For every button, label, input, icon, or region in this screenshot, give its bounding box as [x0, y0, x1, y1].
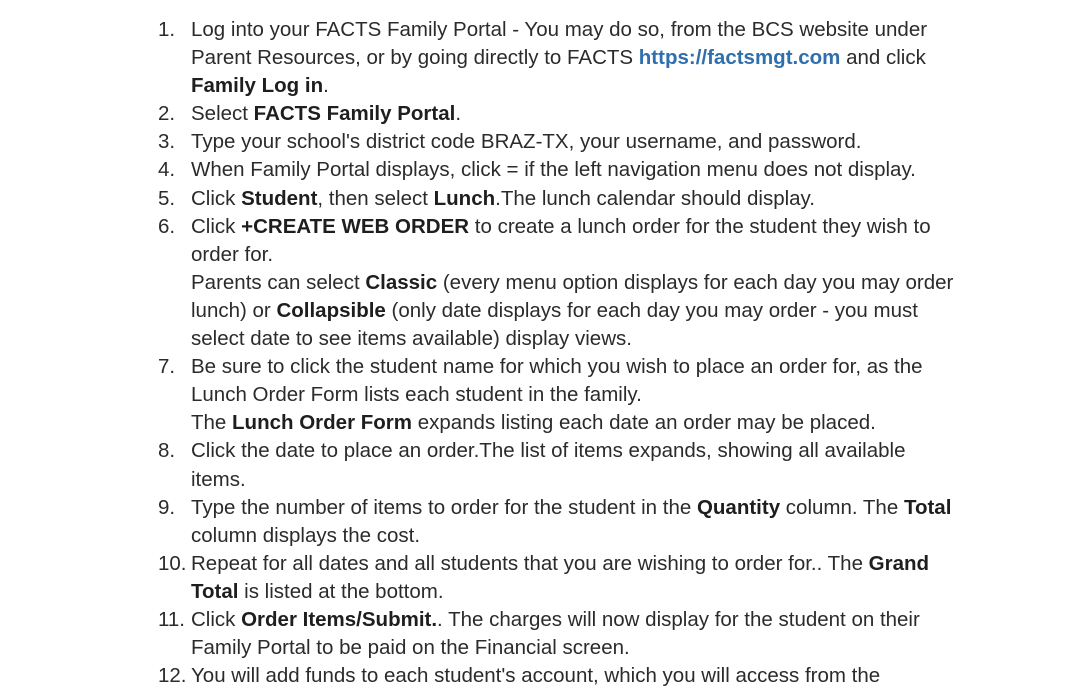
step-number: 4.: [158, 158, 176, 182]
step-text: Repeat for all dates and all students that you are wishing to order for.. The: [191, 551, 869, 575]
facts-website-link[interactable]: https://factsmgt.com: [638, 46, 841, 70]
note-bold-text: Collapsible: [276, 298, 386, 322]
note-bold-text: Classic: [365, 270, 438, 294]
step-6-note: [0, 269, 961, 353]
instruction-list: [0, 16, 1080, 690]
step-text: . The charges will now display for the student on their Family Portal to be paid on the Financial screen.: [191, 607, 920, 660]
step-text: Click: [191, 186, 242, 210]
step-number: 11.: [158, 607, 185, 631]
step-number: 7.: [158, 355, 176, 379]
note-text: The: [191, 411, 233, 435]
note-text: Parents can select: [191, 270, 366, 294]
step-10: [0, 550, 961, 606]
step-9: [0, 494, 961, 550]
note-text: expands listing each date an order may be placed.: [412, 411, 876, 435]
step-text: , then select: [317, 186, 434, 210]
step-text: .The lunch calendar should display.: [495, 186, 815, 210]
step-text: You will add funds to each student's account, which you will access from the: [191, 664, 881, 688]
step-text: column displays the cost.: [191, 523, 421, 547]
step-text: Select: [191, 102, 254, 126]
step-bold-text: Order Items/Submit.: [241, 607, 438, 631]
step-number: 8.: [158, 439, 176, 463]
step-number: 5.: [158, 186, 176, 210]
step-number: 6.: [158, 214, 176, 238]
step-text: column. The: [780, 495, 904, 519]
note-bold-text: Lunch Order Form: [232, 411, 412, 435]
step-text: .: [455, 102, 462, 126]
step-11: [0, 606, 961, 662]
step-text: and click: [840, 46, 926, 70]
step-text: Type the number of items to order for the student in the: [191, 495, 697, 519]
step-bold-text: Lunch: [433, 186, 496, 210]
step-number: 9.: [158, 495, 176, 519]
step-text: to create a lunch order for the student they wish to order for.: [191, 214, 931, 266]
step-12: [0, 662, 961, 690]
step-number: 1.: [158, 18, 176, 41]
step-text: Be sure to click the student name for which you wish to place an order for, as the Lunch Order Form lists each student in the family.: [191, 355, 923, 407]
step-7-note: [0, 409, 961, 437]
step-text: Click: [191, 607, 242, 631]
step-bold-text: Family Log in: [191, 74, 324, 98]
step-bold-text: Student: [241, 186, 318, 210]
step-number: 12.: [158, 664, 187, 688]
step-text: Type your school's district code BRAZ-TX, your username, and password.: [191, 130, 862, 154]
step-6: [0, 213, 961, 269]
step-text: When Family Portal displays, click = if the left navigation menu does not display.: [191, 158, 916, 182]
step-5: [0, 185, 961, 213]
step-text: Log into your FACTS Family Portal - You may do so, from the BCS website under Parent Resources, or by going directly to FACTS: [191, 18, 928, 70]
step-number: 10.: [158, 551, 187, 575]
step-7: [0, 353, 961, 409]
step-8: [0, 437, 961, 493]
step-number: 2.: [158, 102, 176, 126]
step-bold-text: Grand Total: [191, 551, 930, 603]
step-bold-text: +CREATE WEB ORDER: [241, 214, 470, 238]
step-1: [0, 16, 961, 100]
step-text: Click the date to place an order.The list of items expands, showing all available items.: [191, 439, 906, 491]
step-bold-text: Total: [903, 495, 952, 519]
step-2: [0, 100, 961, 128]
step-number: 3.: [158, 130, 176, 154]
step-text: .: [323, 74, 329, 98]
note-text: (only date displays for each day you may order - you must select date to see items available) display views.: [191, 298, 918, 351]
note-text: (every menu option displays for each day you may order lunch) or: [191, 270, 954, 322]
step-bold-text: FACTS Family Portal: [253, 102, 456, 126]
step-text: Click: [191, 214, 242, 238]
step-4: [0, 156, 961, 184]
step-3: [0, 128, 961, 156]
step-bold-text: Quantity: [696, 495, 781, 519]
step-text: is listed at the bottom.: [238, 579, 444, 603]
